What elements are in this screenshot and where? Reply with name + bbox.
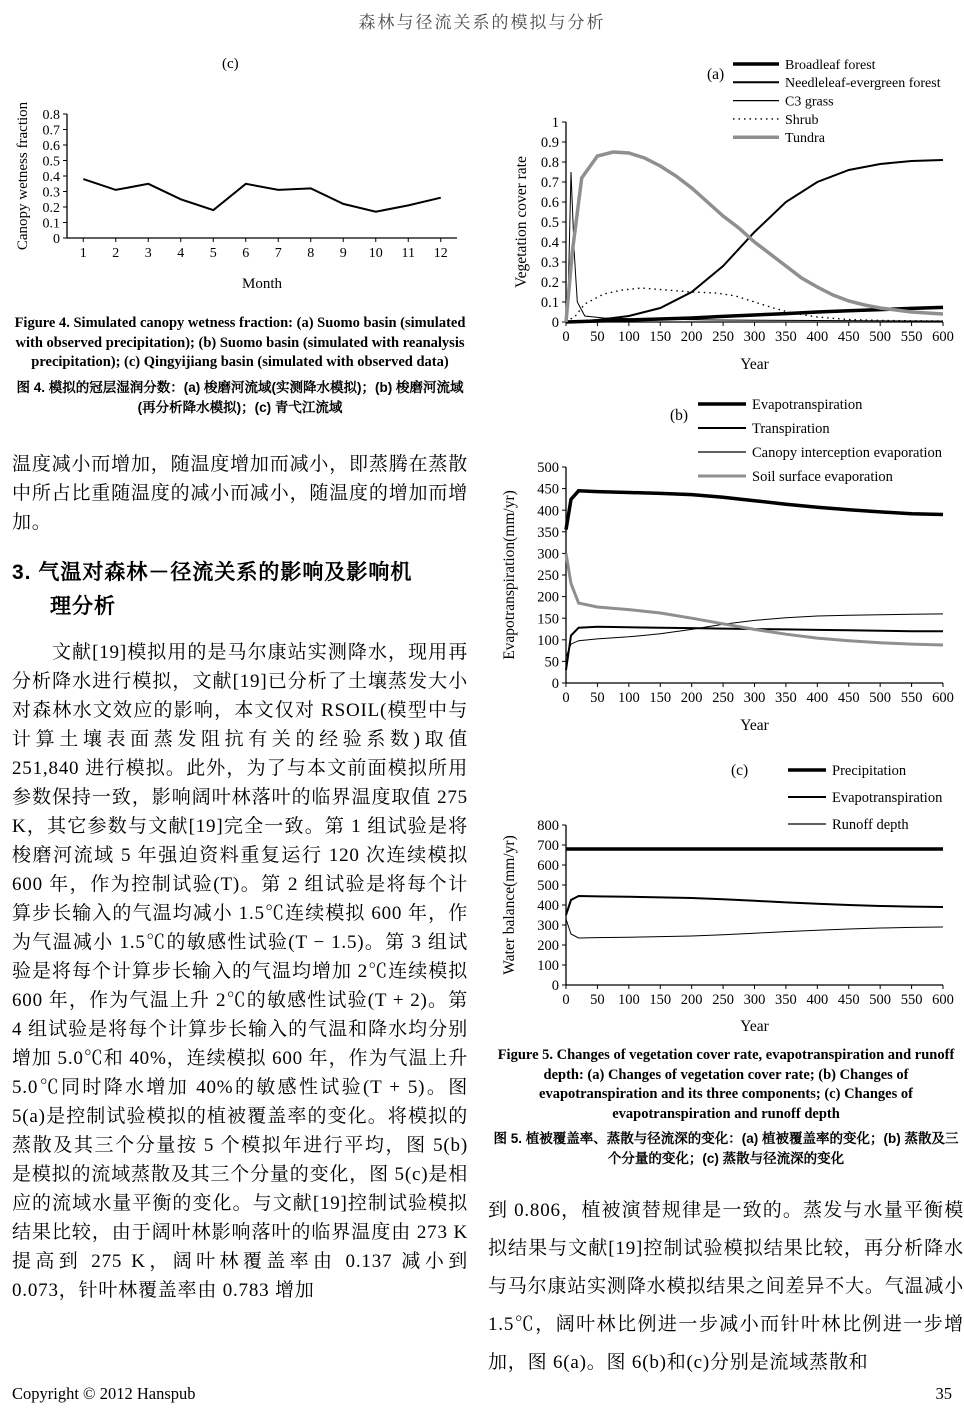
y-tick-label: 0 <box>551 315 559 332</box>
x-tick-label: 450 <box>837 329 860 345</box>
x-tick-label: 250 <box>712 329 734 345</box>
x-tick-label: 250 <box>712 992 734 1008</box>
x-tick-label: 200 <box>680 329 703 345</box>
y-axis-label: Evapotranspiration(mm/yr) <box>501 490 518 660</box>
y-tick-label: 1 <box>551 115 559 132</box>
figure4-caption-zh: 图 4. 模拟的冠层湿润分数：(a) 梭磨河流域(实测降水模拟)；(b) 梭磨河流域(再分析降水模拟)；(c) 青弋江流域 <box>16 379 464 415</box>
y-tick-label: 500 <box>537 878 559 895</box>
y-tick-label: 0.3 <box>540 255 559 272</box>
legend-label: Needleleaf-evergreen forest <box>785 76 941 92</box>
y-tick-label: 0.1 <box>42 216 60 232</box>
figure4-caption-en: Figure 4. Simulated canopy wetness fraction: (a) Suomo basin (simulated with observed precipitation); (b) Suomo basin (simulated with reanalysis precipitation); (c) Qingyijiang basin (simulated with observed data) <box>14 315 466 370</box>
x-tick-label: 400 <box>806 329 829 345</box>
y-tick-label: 0.6 <box>540 195 559 212</box>
x-axis-label: Year <box>740 356 769 373</box>
water-balance-chart <box>488 756 962 1046</box>
x-tick-label: 0 <box>562 690 570 706</box>
y-tick-label: 150 <box>537 611 559 628</box>
series-evapotranspiration <box>566 896 943 915</box>
x-tick-label: 0 <box>562 992 570 1008</box>
legend-label: Tundra <box>785 131 825 147</box>
series-tundra <box>566 152 943 322</box>
legend-label: Evapotranspiration <box>832 790 943 807</box>
y-tick-label: 0.2 <box>42 200 60 216</box>
x-tick-label: 350 <box>775 690 797 706</box>
x-tick-label: 5 <box>209 246 217 261</box>
page-footer <box>12 1384 952 1404</box>
figure4-panel-c <box>12 52 468 307</box>
series-evapotranspiration <box>566 491 943 530</box>
x-tick-label: 50 <box>590 329 605 345</box>
y-tick-label: 350 <box>537 524 559 541</box>
evapotranspiration-chart <box>488 390 962 746</box>
x-tick-label: 100 <box>617 329 640 345</box>
y-tick-label: 200 <box>537 589 559 606</box>
x-tick-label: 9 <box>339 246 347 261</box>
x-tick-label: 450 <box>837 992 860 1008</box>
x-tick-label: 500 <box>869 329 892 345</box>
figure5-panel-c <box>488 756 962 1051</box>
y-tick-label: 0.5 <box>42 154 60 170</box>
x-axis-label: Month <box>241 276 283 292</box>
y-tick-label: 0.6 <box>42 138 60 154</box>
y-tick-label: 100 <box>537 958 559 975</box>
legend-label: Broadleaf forest <box>785 57 876 73</box>
x-tick-label: 11 <box>401 246 415 261</box>
footer-page-number: 35 <box>935 1384 952 1403</box>
x-tick-label: 150 <box>649 329 672 345</box>
figure5-caption <box>488 1046 964 1169</box>
x-tick-label: 400 <box>806 690 829 706</box>
y-tick-label: 0.7 <box>540 175 559 192</box>
y-tick-label: 0.8 <box>42 107 60 123</box>
page-header-title: 森林与径流关系的模拟与分析 <box>358 13 606 32</box>
series-transpiration <box>566 627 943 670</box>
y-tick-label: 600 <box>537 858 559 875</box>
x-tick-label: 500 <box>869 992 892 1008</box>
left-column <box>12 0 468 1414</box>
y-tick-label: 0 <box>53 231 60 247</box>
x-tick-label: 300 <box>743 329 766 345</box>
figure5-caption-en: Figure 5. Changes of vegetation cover rate, evapotranspiration and runoff depth: (a) Changes of vegetation cover rate; (b) Changes of evapotranspiration and its three components; (c) Changes of evapotranspiration and runoff depth <box>497 1047 955 1122</box>
y-tick-label: 0.7 <box>42 123 60 139</box>
figure5-panel-b <box>488 390 962 751</box>
y-tick-label: 400 <box>537 898 559 915</box>
y-tick-label: 800 <box>537 818 559 835</box>
x-tick-label: 200 <box>680 992 703 1008</box>
y-tick-label: 300 <box>537 546 559 563</box>
x-tick-label: 0 <box>562 329 570 345</box>
y-tick-label: 700 <box>537 838 559 855</box>
y-tick-label: 0 <box>551 978 559 995</box>
x-tick-label: 550 <box>900 992 923 1008</box>
y-tick-label: 500 <box>537 460 559 477</box>
paragraph-right: 到 0.806，植被演替规律是一致的。蒸发与水量平衡模拟结果与文献[19]控制试验模拟结果比较，再分析降水与马尔康站实测降水模拟结果之间差异不大。气温减小 1.5℃，阔叶林比例进一步减小而针叶林比例进一步增加，图 6(a)。图 6(b)和(c)分别是流域蒸散和 <box>488 1200 964 1373</box>
x-tick-label: 10 <box>368 246 383 261</box>
x-tick-label: 550 <box>900 690 923 706</box>
x-tick-label: 7 <box>274 246 282 261</box>
y-tick-label: 50 <box>544 654 559 671</box>
y-tick-label: 0.5 <box>540 215 559 232</box>
x-tick-label: 250 <box>712 690 734 706</box>
x-tick-label: 400 <box>806 992 829 1008</box>
series-runoff-depth <box>566 919 943 938</box>
y-tick-label: 300 <box>537 918 559 935</box>
y-axis-label: Vegetation cover rate <box>513 156 530 288</box>
figure5-panel-a <box>488 48 962 391</box>
x-tick-label: 3 <box>144 246 152 261</box>
x-tick-label: 350 <box>775 329 797 345</box>
x-tick-label: 6 <box>242 246 250 261</box>
y-tick-label: 400 <box>537 503 559 520</box>
y-tick-label: 0 <box>551 676 559 693</box>
series-canopy-wetness-fraction <box>83 179 441 212</box>
y-tick-label: 0.4 <box>42 169 60 185</box>
x-tick-label: 100 <box>617 690 640 706</box>
y-tick-label: 0.9 <box>540 135 559 152</box>
x-tick-label: 300 <box>743 690 766 706</box>
x-tick-label: 50 <box>590 992 605 1008</box>
x-tick-label: 2 <box>112 246 120 261</box>
x-tick-label: 200 <box>680 690 703 706</box>
x-tick-label: 100 <box>617 992 640 1008</box>
x-axis-label: Year <box>740 1018 769 1035</box>
x-axis-label: Year <box>740 717 769 734</box>
legend-label: Runoff depth <box>832 817 909 834</box>
x-tick-label: 600 <box>932 690 954 706</box>
legend-label: Precipitation <box>832 763 907 780</box>
y-tick-label: 450 <box>537 481 559 498</box>
y-tick-label: 250 <box>537 568 559 585</box>
series-canopy-interception-evaporation <box>566 614 943 657</box>
legend-label: Evapotranspiration <box>752 397 863 414</box>
y-axis-label: Water balance(mm/yr) <box>501 835 518 975</box>
x-tick-label: 150 <box>649 992 672 1008</box>
legend-label: Soil surface evaporation <box>752 469 893 486</box>
panel-label: (c) <box>222 56 239 72</box>
y-tick-label: 0.8 <box>540 155 559 172</box>
legend-label: Canopy interception evaporation <box>752 445 943 462</box>
series-c3-grass <box>566 172 943 322</box>
y-axis-label: Canopy wetness fraction <box>15 101 31 251</box>
x-tick-label: 1 <box>79 246 87 261</box>
x-tick-label: 500 <box>869 690 892 706</box>
figure5-caption-zh: 图 5. 植被覆盖率、蒸散与径流深的变化：(a) 植被覆盖率的变化；(b) 蒸散及三个分量的变化；(c) 蒸散与径流深的变化 <box>493 1131 959 1166</box>
panel-label: (b) <box>670 407 689 424</box>
y-tick-label: 0.2 <box>540 275 559 292</box>
x-tick-label: 450 <box>837 690 860 706</box>
paragraph-main: 文献[19]模拟用的是马尔康站实测降水，现用再分析降水进行模拟，文献[19]已分析了土壤蒸发大小对森林水文效应的影响，本文仅对 RSOIL(模型中与计算土壤表面蒸发阻抗有关的经验系数)取值 251,840 进行模拟。此外，为了与本文前面模拟所用参数保持一致，影响阔叶林落叶的临界温度取值 275 K，其它参数与文献[19]完全一致。第 1 组试验是将梭磨河流域 5 年强迫资料重复运行 120 次连续模拟 600 年，作为控制试验(T)。第 2 组试验是将每个计算步长输入的气温均减小 1.5℃连续模拟 600 年，作为气温减小 1.5℃的敏感性试验(T − 1.5)。第 3 组试验是将每个计算步长输入的气温均增加 2℃连续模拟 600 年，作为气温上升 2℃的敏感性试验(T + 2)。第 4 组试验是将每个计算步长输入的气温和降水均分别增加 5.0℃和 40%，连续模拟 600 年，作为气温上升 5.0℃同时降水增加 40%的敏感性试验(T + 5)。图 5(a)是控制试验模拟的植被覆盖率的变化。将模拟的蒸散及其三个分量按 5 个模拟年进行平均，图 5(b)是模拟的流域蒸散及其三个分量的变化，图 5(c)是相应的流域水量平衡的变化。与文献[19]控制试验模拟结果比较，由于阔叶林影响落叶的临界温度由 273 K 提高到 275 K，阔叶林覆盖率由 0.137 减小到 0.073，针叶林覆盖率由 0.783 增加 <box>12 642 468 1301</box>
x-tick-label: 4 <box>177 246 185 261</box>
y-tick-label: 0.3 <box>42 185 60 201</box>
vegetation-cover-chart <box>488 48 962 386</box>
figure4-caption <box>12 314 468 418</box>
x-tick-label: 8 <box>307 246 315 261</box>
y-tick-label: 200 <box>537 938 559 955</box>
section3-heading: 3. 气温对森林－径流关系的影响及影响机理分析 <box>12 561 413 618</box>
canopy-wetness-chart <box>12 52 468 302</box>
y-tick-label: 0.4 <box>540 235 559 252</box>
x-tick-label: 12 <box>433 246 448 261</box>
footer-copyright: Copyright © 2012 Hanspub <box>12 1384 196 1403</box>
y-tick-label: 100 <box>537 632 559 649</box>
x-tick-label: 600 <box>932 992 954 1008</box>
x-tick-label: 600 <box>932 329 954 345</box>
legend-label: Shrub <box>785 112 819 128</box>
legend-label: Transpiration <box>752 421 830 438</box>
x-tick-label: 50 <box>590 690 605 706</box>
paragraph-continuation: 温度减小而增加，随温度增加而减小，即蒸腾在蒸散中所占比重随温度的减小而减小，随温度的增加而增加。 <box>12 454 468 533</box>
legend-label: C3 grass <box>785 94 834 110</box>
x-tick-label: 350 <box>775 992 797 1008</box>
right-column <box>488 0 964 1414</box>
x-tick-label: 150 <box>649 690 672 706</box>
y-tick-label: 0.1 <box>540 295 559 312</box>
panel-label: (a) <box>707 66 725 83</box>
x-tick-label: 550 <box>900 329 923 345</box>
x-tick-label: 300 <box>743 992 766 1008</box>
panel-label: (c) <box>731 762 749 779</box>
